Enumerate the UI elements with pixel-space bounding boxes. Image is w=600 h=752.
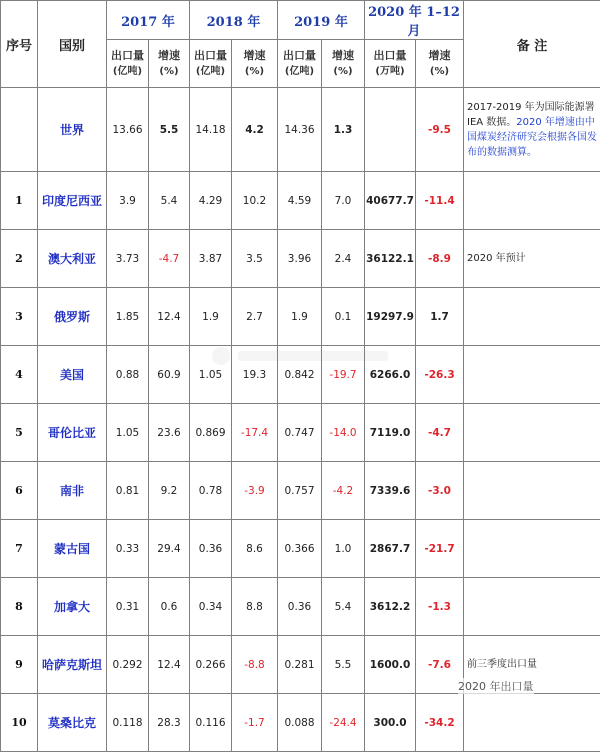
growth-2019: 5.5 [322,636,365,694]
subheader-export-2020: 出口量 (万吨) [365,40,416,88]
country-name: 哈萨克斯坦 [38,636,107,694]
export-2019: 0.36 [278,578,322,636]
growth-2018: 4.2 [232,88,278,172]
country-name: 世界 [38,88,107,172]
growth-2017: 12.4 [149,636,190,694]
table-row [1,88,600,172]
header-index: 序号 [1,1,38,88]
note-cell [464,520,600,578]
export-2018: 0.34 [190,578,232,636]
header-year-2020: 2020 年 1–12 月 [365,1,464,40]
export-2020: 36122.1 [365,230,416,288]
export-2017: 13.66 [107,88,149,172]
row-index: 8 [1,578,38,636]
country-name: 印度尼西亚 [38,172,107,230]
export-2019: 14.36 [278,88,322,172]
export-2018: 0.36 [190,520,232,578]
export-2020: 2867.7 [365,520,416,578]
growth-2019: -14.0 [322,404,365,462]
export-2020: 3612.2 [365,578,416,636]
growth-2019: -4.2 [322,462,365,520]
note-cell [464,404,600,462]
export-2019: 1.9 [278,288,322,346]
export-2017: 1.85 [107,288,149,346]
export-2017: 0.81 [107,462,149,520]
export-2020: 19297.9 [365,288,416,346]
growth-2018: 8.6 [232,520,278,578]
row-index: 4 [1,346,38,404]
growth-2018: 3.5 [232,230,278,288]
growth-2019: 7.0 [322,172,365,230]
export-2019: 0.088 [278,694,322,752]
growth-2017: 0.6 [149,578,190,636]
subheader-export-2017: 出口量 (亿吨) [107,40,149,88]
growth-2018: -3.9 [232,462,278,520]
subheader-export-2018: 出口量 (亿吨) [190,40,232,88]
export-2019: 0.366 [278,520,322,578]
country-name: 蒙古国 [38,520,107,578]
growth-2020: -34.2 [416,694,464,752]
table-row [1,462,600,520]
export-2020 [365,88,416,172]
export-2017: 0.31 [107,578,149,636]
growth-2020: -26.3 [416,346,464,404]
growth-2017: 9.2 [149,462,190,520]
row-index: 3 [1,288,38,346]
growth-2018: -1.7 [232,694,278,752]
country-name: 澳大利亚 [38,230,107,288]
row-index: 6 [1,462,38,520]
growth-2017: 23.6 [149,404,190,462]
table-row [1,520,600,578]
table-row [1,404,600,462]
growth-2020: -8.9 [416,230,464,288]
export-2017: 3.73 [107,230,149,288]
export-2020: 40677.7 [365,172,416,230]
growth-2017: 29.4 [149,520,190,578]
note-australia: 2020 年预计 [464,230,600,288]
growth-2019: 1.0 [322,520,365,578]
subheader-growth-2020: 增速 (%) [416,40,464,88]
export-2018: 1.05 [190,346,232,404]
row-index: 5 [1,404,38,462]
export-2019: 4.59 [278,172,322,230]
growth-2019: -24.4 [322,694,365,752]
growth-2018: 19.3 [232,346,278,404]
table-row [1,694,600,752]
growth-2017: 28.3 [149,694,190,752]
country-name: 莫桑比克 [38,694,107,752]
note-cell [464,346,600,404]
growth-2020: -21.7 [416,520,464,578]
export-2018: 1.9 [190,288,232,346]
table-row [1,346,600,404]
export-2019: 0.757 [278,462,322,520]
table-row [1,172,600,230]
export-2020: 7119.0 [365,404,416,462]
subheader-growth-2017: 增速 (%) [149,40,190,88]
growth-2018: 8.8 [232,578,278,636]
growth-2017: -4.7 [149,230,190,288]
export-2018: 0.869 [190,404,232,462]
growth-2018: -17.4 [232,404,278,462]
growth-2018: 10.2 [232,172,278,230]
country-name: 美国 [38,346,107,404]
growth-2017: 60.9 [149,346,190,404]
country-name: 加拿大 [38,578,107,636]
header-note: 备 注 [464,1,600,88]
header-year-2017: 2017 年 [107,1,190,40]
export-2017: 0.292 [107,636,149,694]
growth-2019: 0.1 [322,288,365,346]
table-row [1,288,600,346]
export-2020: 300.0 [365,694,416,752]
header-year-2019: 2019 年 [278,1,365,40]
export-2018: 0.266 [190,636,232,694]
export-2020: 6266.0 [365,346,416,404]
row-index: 1 [1,172,38,230]
country-name: 哥伦比亚 [38,404,107,462]
table-body [1,88,600,752]
growth-2019: 5.4 [322,578,365,636]
table-row [1,578,600,636]
row-index: 10 [1,694,38,752]
export-2019: 0.842 [278,346,322,404]
subheader-growth-2018: 增速 (%) [232,40,278,88]
export-2020: 1600.0 [365,636,416,694]
header-country: 国别 [38,1,107,88]
row-index: 7 [1,520,38,578]
note-cell [464,288,600,346]
export-2017: 0.33 [107,520,149,578]
growth-2020: -11.4 [416,172,464,230]
row-index: 2 [1,230,38,288]
growth-2017: 12.4 [149,288,190,346]
growth-2020: -9.5 [416,88,464,172]
row-index [1,88,38,172]
note-cell [464,578,600,636]
country-name: 南非 [38,462,107,520]
table-row [1,230,600,288]
row-index: 9 [1,636,38,694]
note-kazakhstan: 前三季度出口量 [464,636,600,694]
country-name: 俄罗斯 [38,288,107,346]
export-2018: 0.78 [190,462,232,520]
subheader-export-2019: 出口量 (亿吨) [278,40,322,88]
growth-2019: -19.7 [322,346,365,404]
growth-2018: 2.7 [232,288,278,346]
growth-2017: 5.5 [149,88,190,172]
growth-2020: -1.3 [416,578,464,636]
header-year-2018: 2018 年 [190,1,278,40]
growth-2018: -8.8 [232,636,278,694]
export-2019: 3.96 [278,230,322,288]
overlay-note-mozambique: 2020 年出口量 [458,678,534,694]
growth-2019: 1.3 [322,88,365,172]
subheader-growth-2019: 增速 (%) [322,40,365,88]
growth-2019: 2.4 [322,230,365,288]
growth-2017: 5.4 [149,172,190,230]
note-world: 2017-2019 年为国际能源署 IEA 数据。2020 年增速由中国煤炭经济研究会根据各国发布的数据测算。 [464,88,600,172]
growth-2020: -4.7 [416,404,464,462]
export-2018: 14.18 [190,88,232,172]
note-cell [464,172,600,230]
export-2017: 0.118 [107,694,149,752]
growth-2020: -3.0 [416,462,464,520]
growth-2020: -7.6 [416,636,464,694]
export-2019: 0.281 [278,636,322,694]
export-2018: 4.29 [190,172,232,230]
export-2017: 0.88 [107,346,149,404]
export-2020: 7339.6 [365,462,416,520]
export-2017: 3.9 [107,172,149,230]
export-2018: 0.116 [190,694,232,752]
note-cell [464,462,600,520]
growth-2020: 1.7 [416,288,464,346]
export-2018: 3.87 [190,230,232,288]
export-2017: 1.05 [107,404,149,462]
export-2019: 0.747 [278,404,322,462]
note-cell [464,694,600,752]
